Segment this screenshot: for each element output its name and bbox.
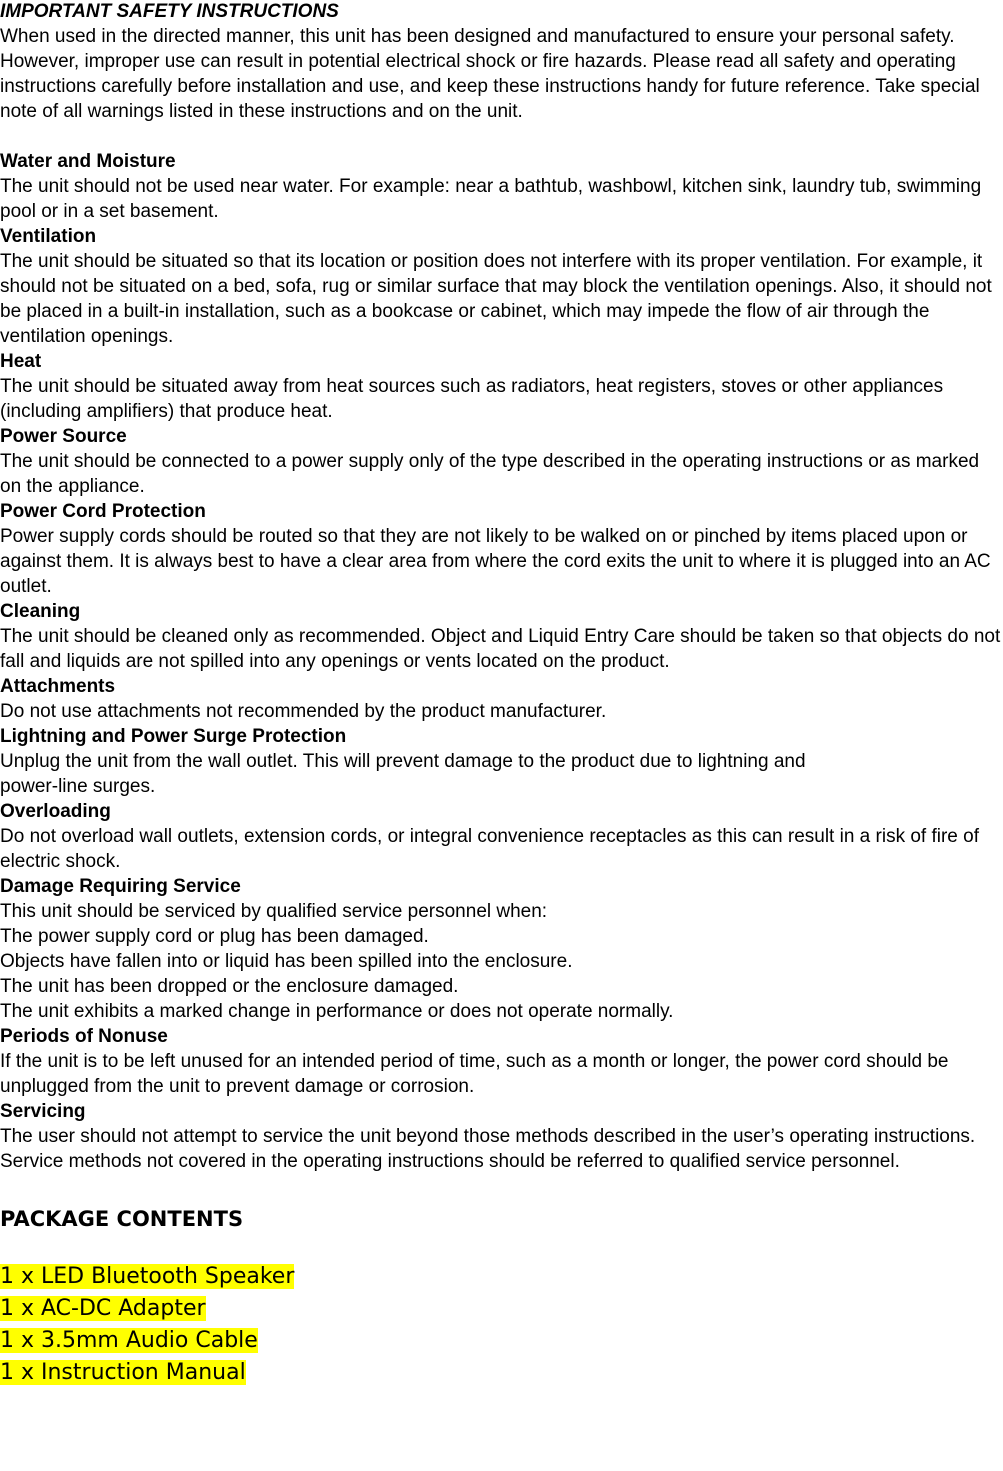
package-contents <box>0 1205 1003 1389</box>
section-text: Unplug the unit from the wall outlet. This will prevent damage to the product due to lightning and <box>0 751 806 772</box>
section-ventilation <box>0 224 1003 349</box>
intro-paragraph: When used in the directed manner, this unit has been designed and manufactured to ensure your personal safety. <box>0 26 955 47</box>
section-text: The unit should be connected to a power supply only of the type described in the operating instructions or as marked on the appliance. <box>0 451 980 497</box>
list-item-text: 1 x Instruction Manual <box>0 1360 246 1385</box>
section-text: The user should not attempt to service the unit beyond those methods described in the user’s operating instructions. <box>0 1126 976 1147</box>
section-water-and-moisture <box>0 149 1003 224</box>
section-heading: Heat <box>0 351 42 372</box>
section-attachments <box>0 674 1003 724</box>
section-text: Do not use attachments not recommended by the product manufacturer. <box>0 701 607 722</box>
section-heading: Power Source <box>0 426 127 447</box>
section-heading: Power Cord Protection <box>0 501 206 522</box>
section-heading: Overloading <box>0 801 111 822</box>
section-text: Power supply cords should be routed so that they are not likely to be walked on or pinched by items placed upon or against them. It is always best to have a clear area from where the cord exits the unit to where it is plugged into an AC outlet. <box>0 526 991 597</box>
list-item <box>0 1261 1003 1293</box>
section-heading: Damage Requiring Service <box>0 876 241 897</box>
package-contents-list <box>0 1261 1003 1389</box>
section-text: The unit should be cleaned only as recommended. Object and Liquid Entry Care should be taken so that objects do not fall and liquids are not spilled into any openings or vents located on the product. <box>0 626 1001 672</box>
list-item <box>0 1325 1003 1357</box>
section-power-cord-protection <box>0 499 1003 599</box>
section-heading: Periods of Nonuse <box>0 1026 168 1047</box>
section-periods-of-nonuse <box>0 1024 1003 1099</box>
section-text: power-line surges. <box>0 776 156 797</box>
section-text: This unit should be serviced by qualified service personnel when: <box>0 901 548 922</box>
section-lightning-protection <box>0 724 1003 799</box>
section-overloading <box>0 799 1003 874</box>
section-text: The unit should not be used near water. For example: near a bathtub, washbowl, kitchen sink, laundry tub, swimming pool or in a set basement. <box>0 176 982 222</box>
section-heading: Servicing <box>0 1101 86 1122</box>
list-item <box>0 1357 1003 1389</box>
section-heading: Attachments <box>0 676 116 697</box>
section-text: The unit should be situated so that its location or position does not interfere with its proper ventilation. For example, it should not be situated on a bed, sofa, rug or similar surface that may block the ventilation openings. Also, it should not be placed in a built-in installation, such as a bookcase or cabinet, which may impede the flow of air through the ventilation openings. <box>0 251 992 347</box>
section-text: The unit exhibits a marked change in performance or does not operate normally. <box>0 1001 674 1022</box>
section-power-source <box>0 424 1003 499</box>
section-servicing <box>0 1099 1003 1174</box>
section-cleaning <box>0 599 1003 674</box>
section-heading: Lightning and Power Surge Protection <box>0 726 347 747</box>
blank-line <box>0 1174 1003 1199</box>
list-item-text: 1 x AC-DC Adapter <box>0 1296 206 1321</box>
section-damage-requiring-service <box>0 874 1003 1024</box>
package-contents-title: PACKAGE CONTENTS <box>0 1207 244 1231</box>
section-text: The power supply cord or plug has been damaged. <box>0 926 429 947</box>
section-heat <box>0 349 1003 424</box>
section-text: Service methods not covered in the operating instructions should be referred to qualified service personnel. <box>0 1151 900 1172</box>
list-item-text: 1 x 3.5mm Audio Cable <box>0 1328 258 1353</box>
blank-line <box>0 124 1003 149</box>
section-heading: Ventilation <box>0 226 97 247</box>
list-item-text: 1 x LED Bluetooth Speaker <box>0 1264 295 1289</box>
section-heading: Cleaning <box>0 601 81 622</box>
section-text: The unit has been dropped or the enclosure damaged. <box>0 976 459 997</box>
section-heading: Water and Moisture <box>0 151 176 172</box>
section-text: If the unit is to be left unused for an intended period of time, such as a month or longer, the power cord should be unplugged from the unit to prevent damage or corrosion. <box>0 1051 949 1097</box>
intro-paragraph: However, improper use can result in potential electrical shock or fire hazards. Please read all safety and operating instructions carefully before installation and use, and keep these instructions handy for future reference. Take special note of all warnings listed in these instructions and on the unit. <box>0 51 980 122</box>
document-title: IMPORTANT SAFETY INSTRUCTIONS <box>0 1 339 22</box>
section-text: Objects have fallen into or liquid has been spilled into the enclosure. <box>0 951 573 972</box>
section-text: Do not overload wall outlets, extension cords, or integral convenience receptacles as this can result in a risk of fire of electric shock. <box>0 826 980 872</box>
list-item <box>0 1293 1003 1325</box>
section-text: The unit should be situated away from heat sources such as radiators, heat registers, stoves or other appliances (including amplifiers) that produce heat. <box>0 376 944 422</box>
